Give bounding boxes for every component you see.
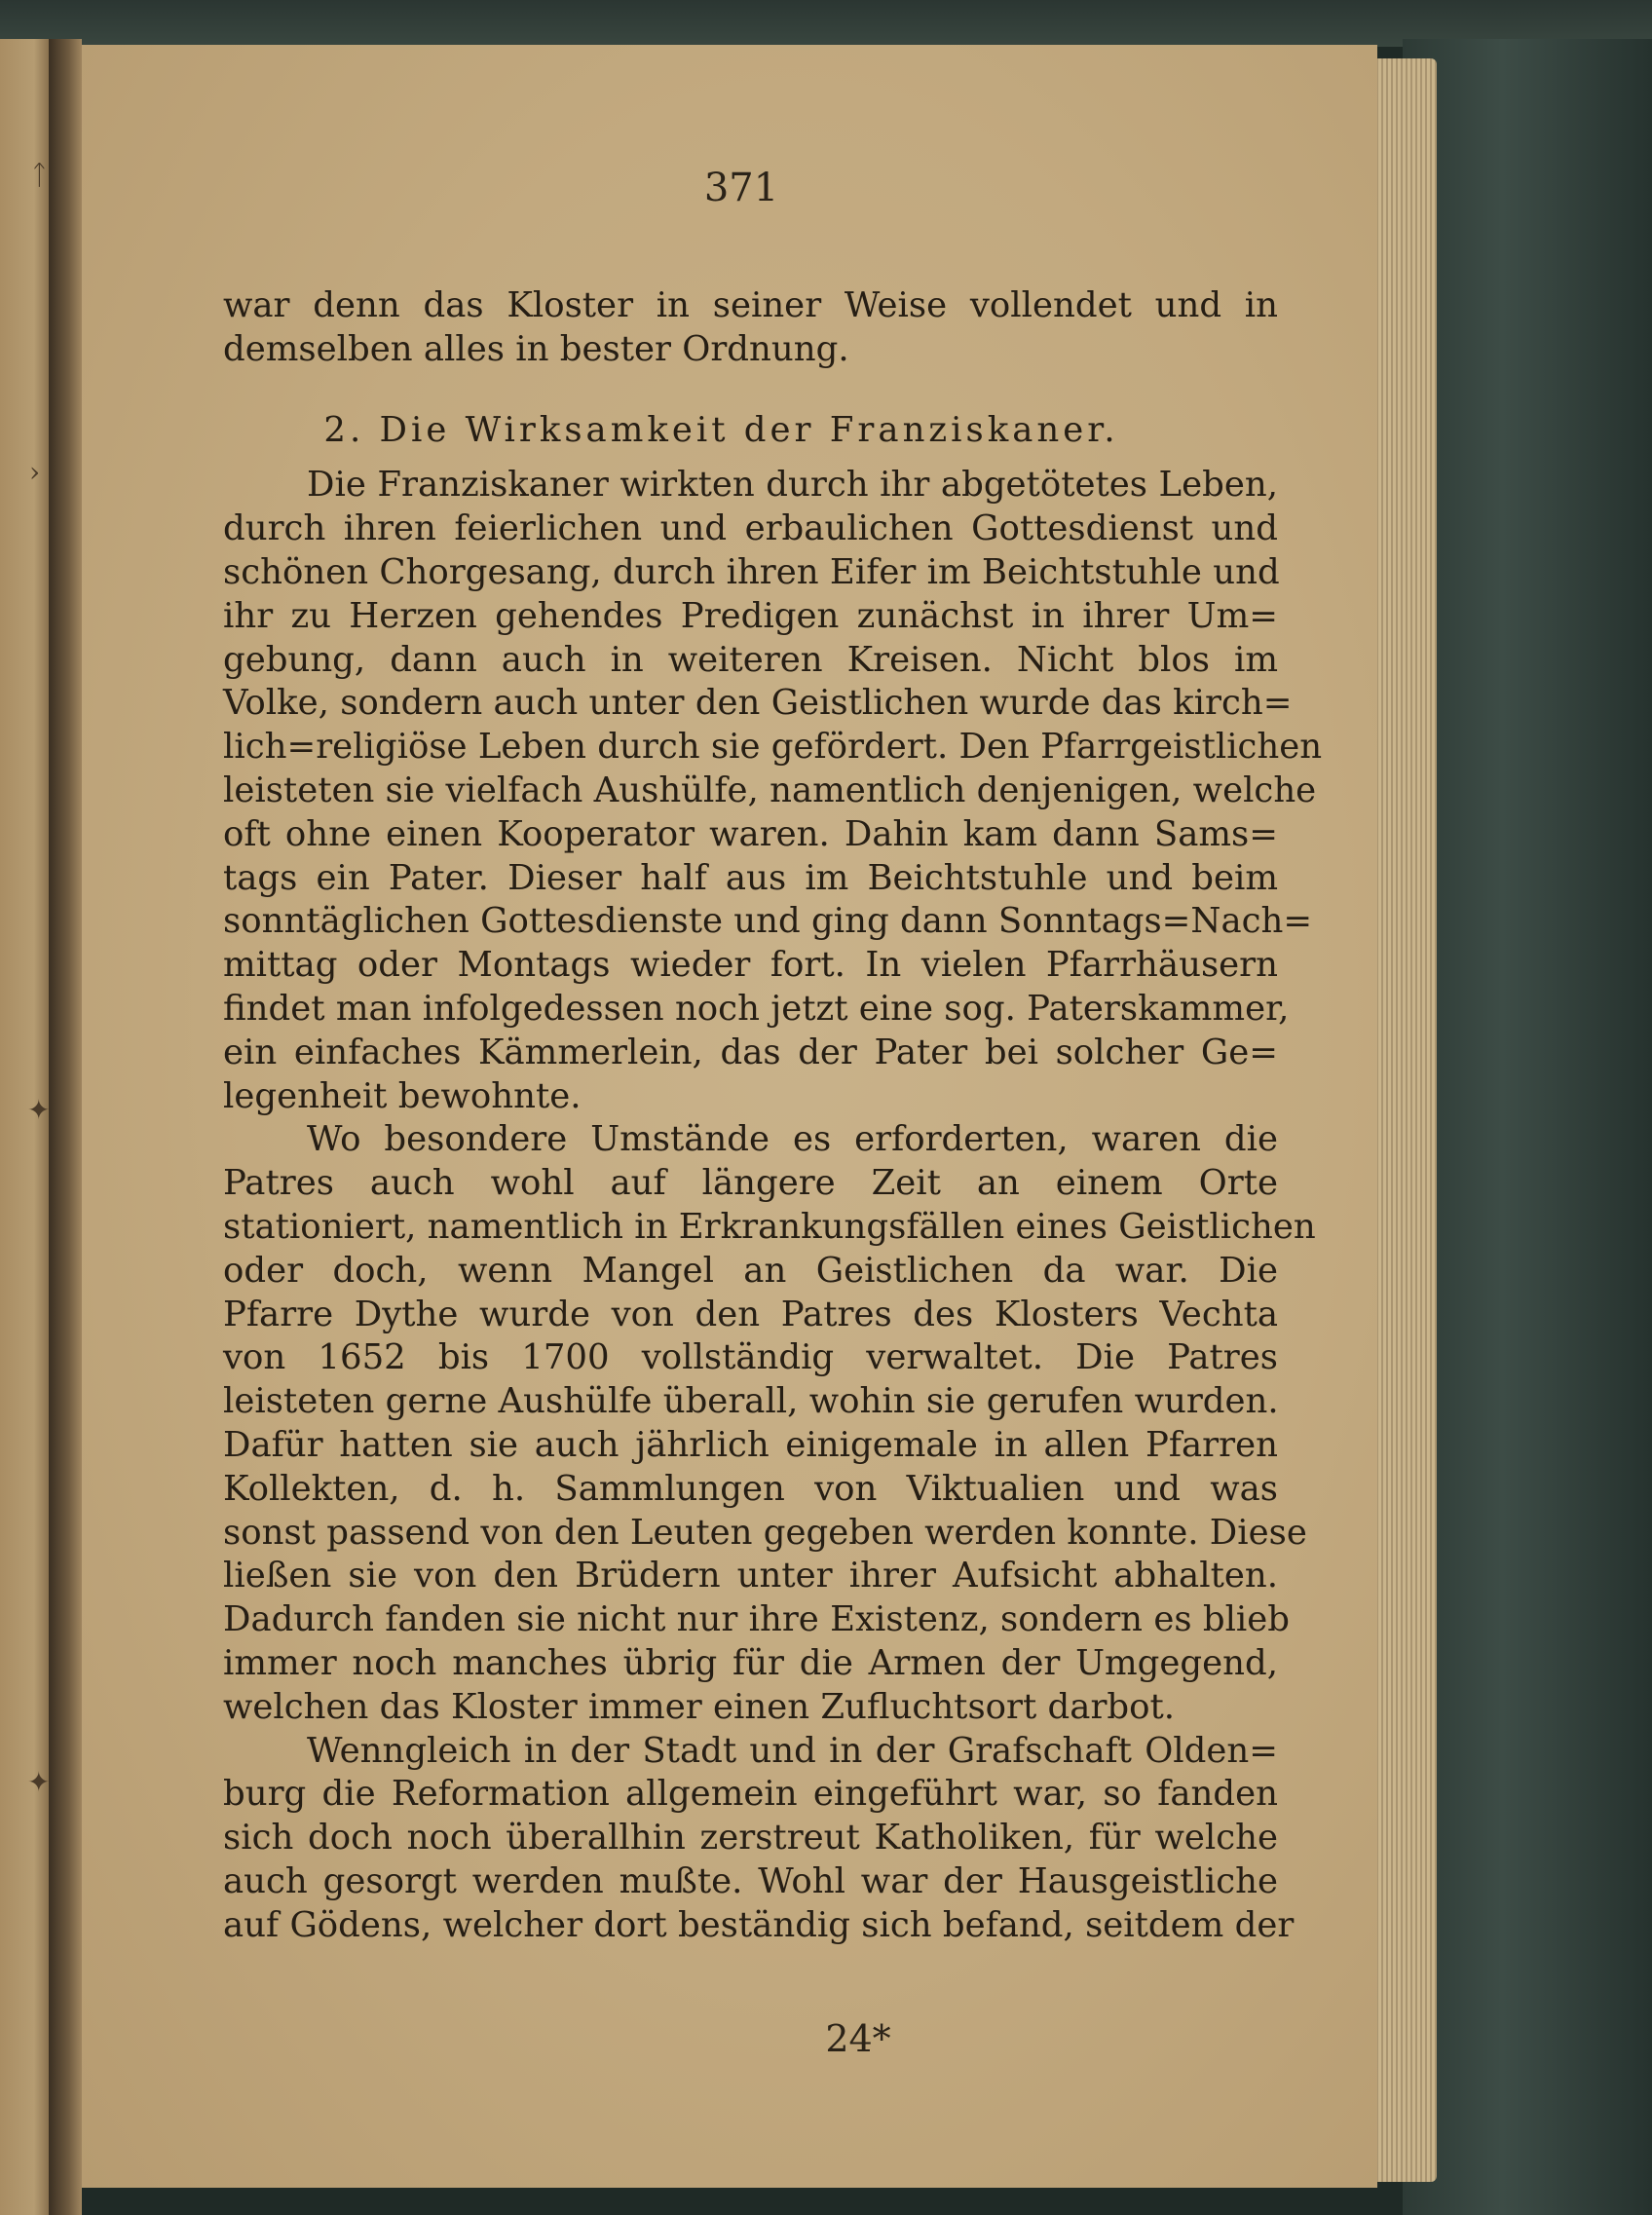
text-line: stationiert, namentlich in Erkrankungsfällen eines Geistlichen [223,1206,1316,1247]
text-line: leisteten gerne Aushülfe überall, wohin sie gerufen wurden. [223,1381,1279,1422]
text-line: Die Franziskaner wirkten durch ihr abgetötetes Leben, [307,465,1278,506]
page-edges [1369,58,1437,2182]
text-line: legenheit bewohnte. [223,1075,582,1116]
text-line: leisteten sie vielfach Aushülfe, namentlich denjenigen, welche [223,770,1317,810]
margin-mark: ✦ [27,1094,51,1126]
text-line: von 1652 bis 1700 vollständig verwaltet. Die Patres [223,1337,1278,1378]
signature-mark: 24* [825,2017,891,2060]
text-line: findet man infolgedessen noch jetzt eine sog. Paterskammer, [223,988,1290,1029]
text-line: immer noch manches übrig für die Armen der Umgegend, [223,1642,1278,1683]
left-page-fragment [0,39,49,2215]
paragraph [223,464,1323,1118]
book-page [27,45,1377,2188]
text-line: sich doch noch überallhin zerstreut Katholiken, für welche [223,1818,1278,1858]
text-line: war denn das Kloster in seiner Weise vollendet und in [223,285,1278,325]
text-line: sonst passend von den Leuten gegeben werden konnte. Diese [223,1512,1307,1553]
text-line: Dafür hatten sie auch jährlich einigemale in allen Pfarren [223,1424,1278,1465]
section-heading: 2. Die Wirksamkeit der Franziskaner. [323,409,1119,450]
paragraph [223,1118,1316,1729]
text-line: Wenngleich in der Stadt und in der Grafschaft Olden= [307,1730,1278,1771]
text-line: Kollekten, d. h. Sammlungen von Viktualien und was [223,1468,1278,1509]
text-line: burg die Reformation allgemein eingeführt war, so fanden [223,1774,1278,1815]
text-line: auch gesorgt werden mußte. Wohl war der Hausgeistliche [223,1860,1278,1901]
text-line: Wo besondere Umstände es erforderten, waren die [307,1119,1278,1160]
margin-mark: › [29,456,41,488]
paragraph [223,1730,1295,1948]
text-line: durch ihren feierlichen und erbaulichen Gottesdienst und [223,508,1278,549]
text-line: welchen das Kloster immer einen Zufluchtsort darbot. [223,1686,1176,1727]
text-line: oft ohne einen Kooperator waren. Dahin kam dann Sams= [223,813,1278,854]
page-number: 371 [703,166,779,210]
text-line: ein einfaches Kämmerlein, das der Pater bei solcher Ge= [223,1032,1278,1072]
text-line: mittag oder Montags wieder fort. In vielen Pfarrhäusern [223,945,1278,986]
text-line: schönen Chorgesang, durch ihren Eifer im Beichtstuhle und [223,551,1280,592]
text-line: demselben alles in bester Ordnung. [223,328,849,369]
text-line: sonntäglichen Gottesdienste und ging dann Sonntags=Nach= [223,901,1313,942]
text-line: auf Gödens, welcher dort beständig sich befand, seitdem der [223,1904,1295,1945]
margin-mark: ᛏ [31,159,48,191]
text-line: Volke, sondern auch unter den Geistlichen wurde das kirch= [223,683,1293,724]
text-line: Patres auch wohl auf längere Zeit an einem Orte [223,1163,1278,1204]
text-line: tags ein Pater. Dieser half aus im Beichtstuhle und beim [223,857,1278,898]
text-line: lich=religiöse Leben durch sie gefördert. Den Pfarrgeistlichen [223,727,1323,768]
text-line: ihr zu Herzen gehendes Predigen zunächst in ihrer Um= [223,595,1278,636]
text-line: ließen sie von den Brüdern unter ihrer Aufsicht abhalten. [223,1556,1278,1596]
page-text [223,284,1323,1947]
text-line: oder doch, wenn Mangel an Geistlichen da war. Die [223,1250,1278,1291]
text-line: Pfarre Dythe wurde von den Patres des Klosters Vechta [223,1294,1278,1334]
text-line: gebung, dann auch in weiteren Kreisen. Nicht blos im [223,639,1278,680]
book-cover [1403,39,1652,2215]
text-line: Dadurch fanden sie nicht nur ihre Existenz, sondern es blieb [223,1599,1291,1640]
book-gutter [49,39,82,2215]
margin-mark: ✦ [27,1766,51,1798]
